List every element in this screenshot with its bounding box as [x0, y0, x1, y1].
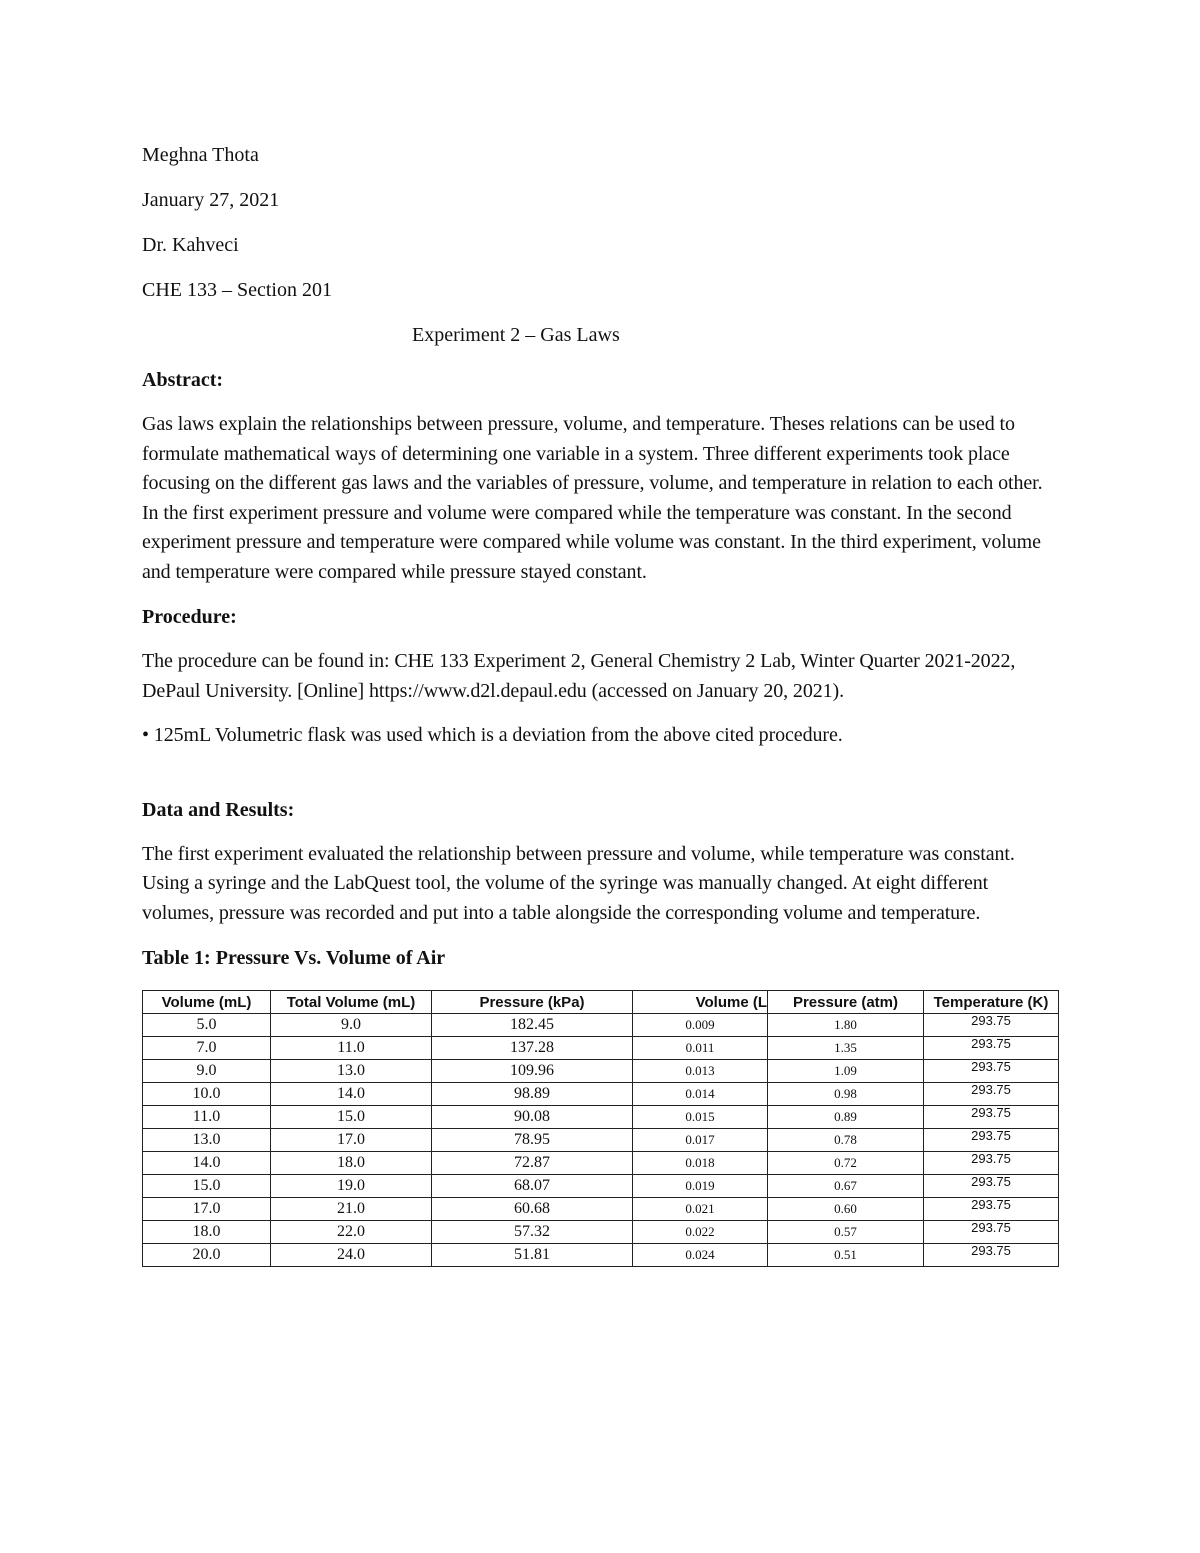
cell-pressure-kpa: 60.68 — [432, 1198, 633, 1221]
table-row — [143, 1198, 1059, 1221]
cell-total-volume-ml: 9.0 — [271, 1014, 432, 1037]
cell-pressure-atm: 0.51 — [768, 1244, 924, 1267]
cell-total-volume-ml: 15.0 — [271, 1106, 432, 1129]
table-row — [143, 1129, 1059, 1152]
cell-volume-l: 0.017 — [633, 1129, 768, 1152]
cell-temperature-k: 293.75 — [924, 1175, 1059, 1198]
cell-pressure-atm: 0.72 — [768, 1152, 924, 1175]
cell-pressure-atm: 0.98 — [768, 1083, 924, 1106]
cell-pressure-atm: 0.78 — [768, 1129, 924, 1152]
cell-pressure-kpa: 98.89 — [432, 1083, 633, 1106]
cell-total-volume-ml: 11.0 — [271, 1037, 432, 1060]
section-spacer — [142, 766, 1058, 795]
cell-pressure-kpa: 78.95 — [432, 1129, 633, 1152]
cell-total-volume-ml: 13.0 — [271, 1060, 432, 1083]
cell-total-volume-ml: 14.0 — [271, 1083, 432, 1106]
table1-caption: Table 1: Pressure Vs. Volume of Air — [142, 947, 446, 969]
table-row — [143, 1175, 1059, 1198]
cell-pressure-atm: 0.57 — [768, 1221, 924, 1244]
cell-pressure-kpa: 137.28 — [432, 1037, 633, 1060]
cell-pressure-kpa: 90.08 — [432, 1106, 633, 1129]
cell-total-volume-ml: 19.0 — [271, 1175, 432, 1198]
cell-pressure-kpa: 57.32 — [432, 1221, 633, 1244]
pressure-volume-table — [142, 990, 1059, 1267]
table-header-row — [143, 991, 1059, 1014]
procedure-note: • 125mL Volumetric flask was used which is a deviation from the above cited procedure. — [142, 724, 843, 746]
cell-volume-l: 0.015 — [633, 1106, 768, 1129]
cell-pressure-atm: 0.60 — [768, 1198, 924, 1221]
header-pressure-kpa: Pressure (kPa) — [432, 991, 633, 1014]
cell-volume-l: 0.011 — [633, 1037, 768, 1060]
cell-volume-l: 0.013 — [633, 1060, 768, 1083]
cell-volume-ml: 18.0 — [143, 1221, 271, 1244]
header-pressure-atm: Pressure (atm) — [768, 991, 924, 1014]
cell-volume-ml: 15.0 — [143, 1175, 271, 1198]
course-section: CHE 133 – Section 201 — [142, 279, 332, 301]
cell-total-volume-ml: 24.0 — [271, 1244, 432, 1267]
table-row — [143, 1014, 1059, 1037]
table-row — [143, 1221, 1059, 1244]
cell-volume-ml: 5.0 — [143, 1014, 271, 1037]
procedure-heading: Procedure: — [142, 606, 237, 628]
cell-pressure-kpa: 51.81 — [432, 1244, 633, 1267]
cell-pressure-atm: 0.89 — [768, 1106, 924, 1129]
cell-temperature-k: 293.75 — [924, 1221, 1059, 1244]
table-row — [143, 1106, 1059, 1129]
cell-pressure-atm: 0.67 — [768, 1175, 924, 1198]
table-row — [143, 1083, 1059, 1106]
cell-volume-ml: 11.0 — [143, 1106, 271, 1129]
table-row — [143, 1244, 1059, 1267]
cell-pressure-kpa: 68.07 — [432, 1175, 633, 1198]
cell-temperature-k: 293.75 — [924, 1083, 1059, 1106]
cell-volume-l: 0.018 — [633, 1152, 768, 1175]
document-page — [142, 140, 1058, 1267]
header-total-volume-ml: Total Volume (mL) — [271, 991, 432, 1014]
cell-volume-ml: 7.0 — [143, 1037, 271, 1060]
cell-pressure-atm: 1.35 — [768, 1037, 924, 1060]
cell-temperature-k: 293.75 — [924, 1106, 1059, 1129]
report-date: January 27, 2021 — [142, 189, 280, 211]
cell-volume-l: 0.022 — [633, 1221, 768, 1244]
experiment-title: Experiment 2 – Gas Laws — [412, 324, 620, 346]
cell-pressure-kpa: 72.87 — [432, 1152, 633, 1175]
cell-volume-l: 0.019 — [633, 1175, 768, 1198]
procedure-text: The procedure can be found in: CHE 133 Experiment 2, General Chemistry 2 Lab, Winter Quarter 2021-2022, DePaul University. [Online] https://www.d2l.depaul.edu (accessed on January 20, 2021). — [142, 650, 1016, 702]
cell-total-volume-ml: 22.0 — [271, 1221, 432, 1244]
cell-temperature-k: 293.75 — [924, 1037, 1059, 1060]
results-heading: Data and Results: — [142, 798, 295, 821]
table-row — [143, 1152, 1059, 1175]
cell-temperature-k: 293.75 — [924, 1244, 1059, 1267]
cell-pressure-atm: 1.80 — [768, 1014, 924, 1037]
cell-temperature-k: 293.75 — [924, 1014, 1059, 1037]
cell-total-volume-ml: 21.0 — [271, 1198, 432, 1221]
cell-temperature-k: 293.75 — [924, 1129, 1059, 1152]
cell-volume-ml: 17.0 — [143, 1198, 271, 1221]
cell-temperature-k: 293.75 — [924, 1152, 1059, 1175]
cell-volume-ml: 13.0 — [143, 1129, 271, 1152]
cell-pressure-atm: 1.09 — [768, 1060, 924, 1083]
table-body — [143, 1014, 1059, 1267]
instructor-name: Dr. Kahveci — [142, 234, 239, 256]
abstract-text: Gas laws explain the relationships between pressure, volume, and temperature. Theses relations can be used to formulate mathematical ways of determining one variable in a system. Three different experiments took place focusing on the different gas laws and the variables of pressure, volume, and temperature in relation to each other. In the first experiment pressure and volume were compared while the temperature was constant. In the second experiment pressure and temperature were compared while volume was constant. In the third experiment, volume and temperature were compared while pressure stayed constant. — [142, 413, 1043, 583]
cell-volume-ml: 9.0 — [143, 1060, 271, 1083]
cell-pressure-kpa: 182.45 — [432, 1014, 633, 1037]
cell-volume-ml: 14.0 — [143, 1152, 271, 1175]
header-temperature-k: Temperature (K) — [924, 991, 1059, 1014]
table-row — [143, 1060, 1059, 1083]
abstract-heading: Abstract: — [142, 369, 224, 391]
author-name: Meghna Thota — [142, 144, 259, 166]
header-volume-ml: Volume (mL) — [143, 991, 271, 1014]
cell-volume-l: 0.014 — [633, 1083, 768, 1106]
cell-total-volume-ml: 18.0 — [271, 1152, 432, 1175]
table-row — [143, 1037, 1059, 1060]
cell-pressure-kpa: 109.96 — [432, 1060, 633, 1083]
results-text: The first experiment evaluated the relationship between pressure and volume, while temperature was constant. Using a syringe and the LabQuest tool, the volume of the syringe was manually changed. At eight different volumes, pressure was recorded and put into a table alongside the corresponding volume and temperature. — [142, 842, 1015, 924]
cell-volume-ml: 10.0 — [143, 1083, 271, 1106]
cell-temperature-k: 293.75 — [924, 1198, 1059, 1221]
header-volume-l: Volume (L — [633, 991, 768, 1014]
cell-volume-l: 0.024 — [633, 1244, 768, 1267]
cell-total-volume-ml: 17.0 — [271, 1129, 432, 1152]
cell-temperature-k: 293.75 — [924, 1060, 1059, 1083]
cell-volume-ml: 20.0 — [143, 1244, 271, 1267]
cell-volume-l: 0.021 — [633, 1198, 768, 1221]
cell-volume-l: 0.009 — [633, 1014, 768, 1037]
